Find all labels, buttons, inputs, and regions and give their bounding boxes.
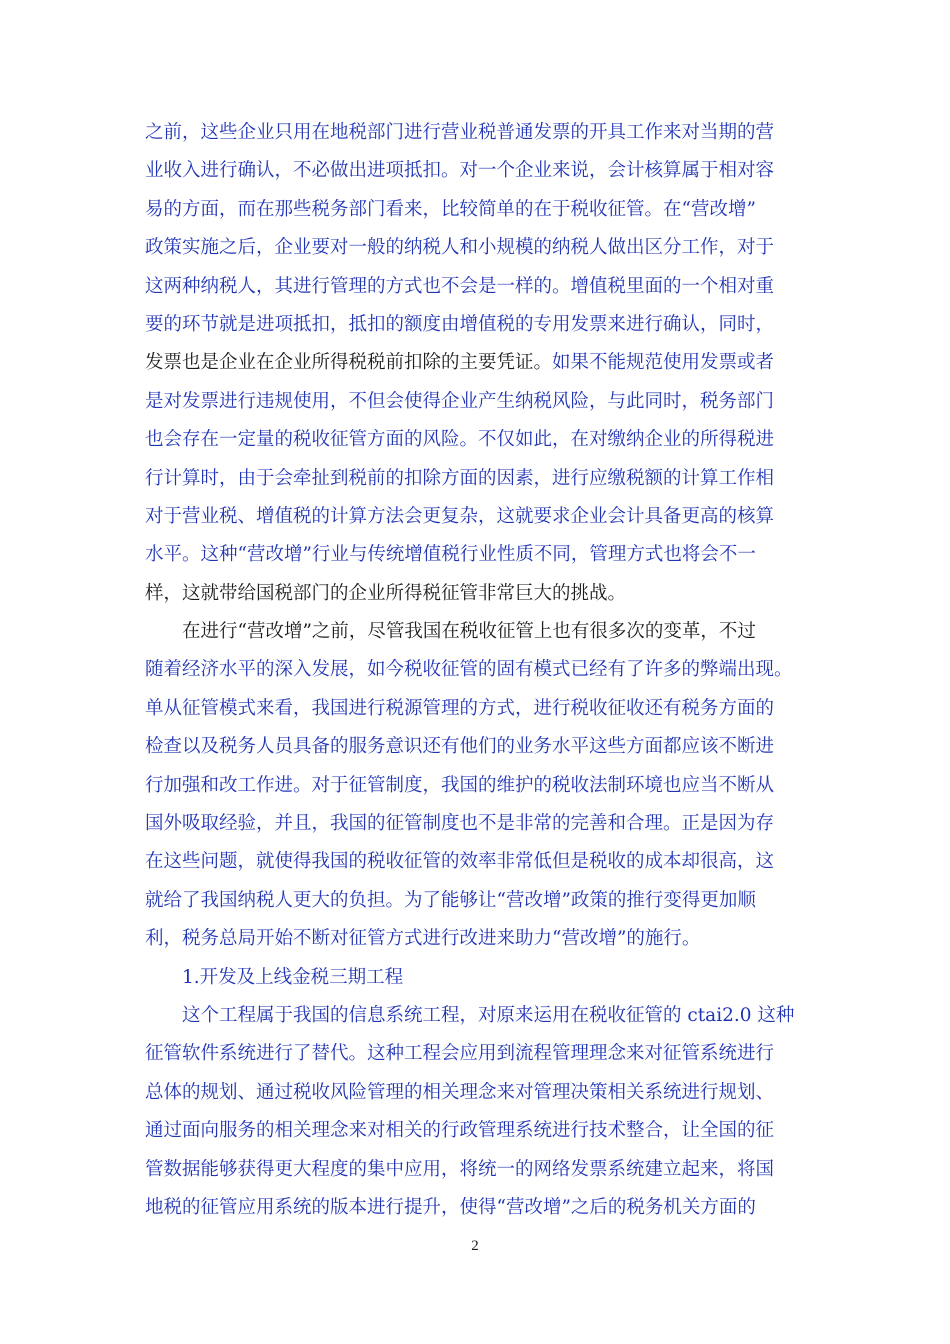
paragraph-line: 通过面向服务的相关理念来对相关的行政管理系统进行技术整合，让全国的征 [145, 1120, 775, 1142]
paragraph-line: 水平。这种“营改增”行业与传统增值税行业性质不同，管理方式也将会不一 [145, 544, 756, 566]
paragraph-line: 随着经济水平的深入发展，如今税收征管的固有模式已经有了许多的弊端出现。 [145, 659, 793, 681]
paragraph-line: 样，这就带给国税部门的企业所得税征管非常巨大的挑战。 [145, 582, 627, 604]
paragraph-line: 管数据能够获得更大程度的集中应用，将统一的网络发票系统建立起来，将国 [145, 1158, 775, 1180]
paragraph-line: 行计算时，由于会牵扯到税前的扣除方面的因素，进行应缴税额的计算工作相 [145, 467, 775, 489]
paragraph-line: 要的环节就是进项抵扣，抵扣的额度由增值税的专用发票来进行确认，同时， [145, 313, 775, 335]
paragraph-line: 单从征管模式来看，我国进行税源管理的方式，进行税收征收还有税务方面的 [145, 697, 775, 719]
paragraph-line: 就给了我国纳税人更大的负担。为了能够让“营改增”政策的推行变得更加顺 [145, 889, 756, 911]
section-heading: 1.开发及上线金税三期工程 [182, 966, 404, 988]
paragraph-line: 业收入进行确认，不必做出进项抵扣。对一个企业来说，会计核算属于相对容 [145, 160, 775, 182]
paragraph-line: 易的方面，而在那些税务部门看来，比较简单的在于税收征管。在“营改增” [145, 198, 756, 220]
paragraph-line: 征管软件系统进行了替代。这种工程会应用到流程管理理念来对征管系统进行 [145, 1043, 775, 1065]
paragraph-line: 是对发票进行违规使用，不但会使得企业产生纳税风险，与此同时，税务部门 [145, 390, 775, 412]
paragraph-line: 也会存在一定量的税收征管方面的风险。不仅如此，在对缴纳企业的所得税进 [145, 429, 775, 451]
paragraph-line: 检查以及税务人员具备的服务意识还有他们的业务水平这些方面都应该不断进 [145, 736, 775, 758]
paragraph-line: 在这些问题，就使得我国的税收征管的效率非常低但是税收的成本却很高，这 [145, 851, 775, 873]
paragraph-line: 行加强和改工作进。对于征管制度，我国的维护的税收法制环境也应当不断从 [145, 774, 775, 796]
paragraph-line: 在进行“营改增”之前，尽管我国在税收征管上也有很多次的变革，不过 [182, 621, 756, 643]
line-segment: 发票也是企业在企业所得税税前扣除的主要凭证。 [145, 352, 553, 374]
paragraph-line: 总体的规划、通过税收风险管理的相关理念来对管理决策相关系统进行规划、 [145, 1081, 775, 1103]
page-number: 2 [471, 1238, 479, 1254]
paragraph-line: 对于营业税、增值税的计算方法会更复杂，这就要求企业会计具备更高的核算 [145, 505, 775, 527]
paragraph-line: 国外吸取经验，并且，我国的征管制度也不是非常的完善和合理。正是因为存 [145, 813, 775, 835]
line-segment: 如果不能规范使用发票或者 [552, 352, 775, 374]
body-text [145, 114, 811, 1227]
paragraph-line [145, 344, 811, 382]
paragraph-line: 之前，这些企业只用在地税部门进行营业税普通发票的开具工作来对当期的营 [145, 122, 775, 143]
paragraph-line: 这两种纳税人，其进行管理的方式也不会是一样的。增值税里面的一个相对重 [145, 275, 775, 297]
paragraph-line: 地税的征管应用系统的版本进行提升，使得“营改增”之后的税务机关方面的 [145, 1196, 756, 1218]
paragraph-line: 政策实施之后，企业要对一般的纳税人和小规模的纳税人做出区分工作，对于 [145, 237, 775, 259]
paragraph-line: 这个工程属于我国的信息系统工程，对原来运用在税收征管的 ctai2.0 这种 [182, 1004, 795, 1026]
paragraph-line: 利，税务总局开始不断对征管方式进行改进来助力“营改增”的施行。 [145, 928, 701, 950]
